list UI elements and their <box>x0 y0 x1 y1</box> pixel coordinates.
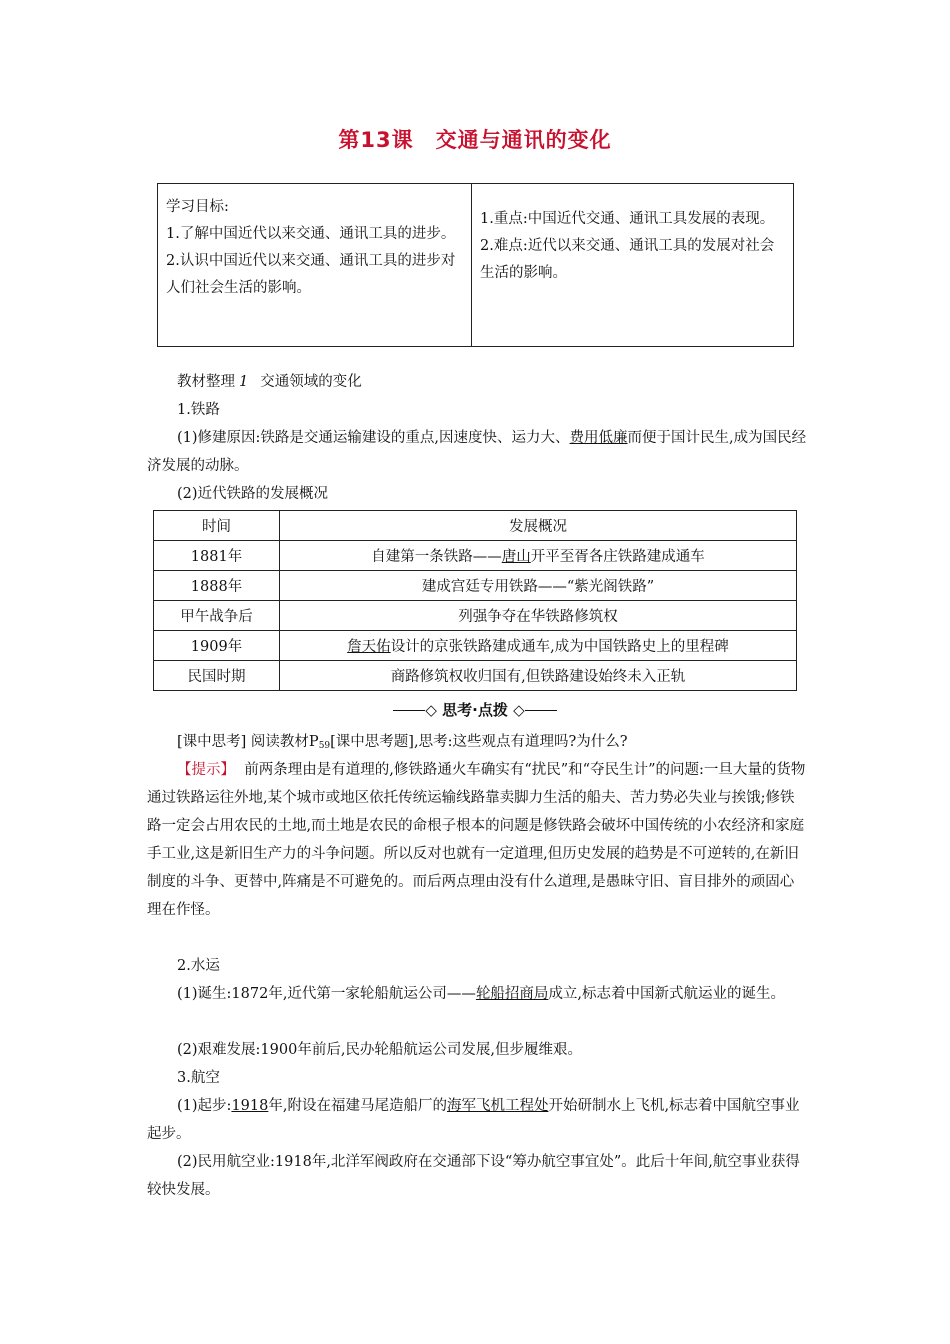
hint-label: 【提示】 <box>177 762 235 778</box>
page-title <box>0 124 950 154</box>
underlined-keyword: 轮船招商局 <box>475 986 549 1002</box>
header-cell: 时间 <box>154 511 280 541</box>
table-row <box>154 661 797 691</box>
key-point-item: 1.重点:中国近代交通、通讯工具发展的表现。 <box>480 211 775 227</box>
hint-text: 前两条理由是有道理的,修铁路通火车确实有“扰民”和“夺民生计”的问题:一旦大量的货物通过铁路运往外地,某个城市或地区依托传统运输线路靠卖脚力生活的船夫、苦力势必失业与挨饿;修铁路一定会占用农民的土地,而土地是农民的命根子根本的问题是修铁路会破坏中国传统的小农经济和家庭手工业,这是新旧生产力的斗争问题。所以反对也就有一定道理,但历史发展的趋势是不可逆转的,在新旧制度的斗争、更替中,阵痛是不可避免的。而后两点理由没有什么道理,是愚昧守旧、盲目排外的顽固心理在作怪。 <box>147 762 806 918</box>
text-span: (1)修建原因:铁路是交通运输建设的重点,因速度快、运力大、 <box>177 430 570 446</box>
section-number: 1 <box>239 374 249 390</box>
text-span: 年,附设在福建马尾造船厂的 <box>268 1098 447 1114</box>
railway-heading: 1.铁路 <box>177 402 220 418</box>
lesson-number: 第13课 <box>338 128 414 152</box>
table-row <box>154 631 797 661</box>
text-span: 自建第一条铁路—— <box>371 549 502 565</box>
divider-label: 思考·点拨 <box>442 701 508 719</box>
railway-table <box>153 510 797 691</box>
objective-item: 2.认识中国近代以来交通、通讯工具的进步对人们社会生活的影响。 <box>166 253 456 296</box>
railway-overview-heading: (2)近代铁路的发展概况 <box>177 486 329 502</box>
text-span: 商路修筑权收归国有,但铁路建设始终未入正轨 <box>390 669 686 685</box>
header-cell: 发展概况 <box>280 511 797 541</box>
text-span: (1)起步: <box>177 1098 232 1114</box>
think-divider <box>0 699 950 720</box>
objective-item: 1.了解中国近代以来交通、通讯工具的进步。 <box>166 226 456 242</box>
text-span: (1)诞生:1872年,近代第一家轮船航运公司—— <box>177 986 476 1002</box>
underlined-keyword: 海军飞机工程处 <box>446 1098 549 1114</box>
underlined-keyword: 唐山 <box>501 549 531 565</box>
time-cell: 甲午战争后 <box>154 601 280 631</box>
text-span: [课中思考] 阅读教材P <box>177 734 319 750</box>
text-span: 而便于国计民生,成为国民经济发展的动脉。 <box>147 430 807 474</box>
water-heading: 2.水运 <box>177 958 220 974</box>
air-civil: (2)民用航空业:1918年,北洋军阀政府在交通部下设“筹办航空事宜处”。此后十年间,航空事业获得较快发展。 <box>147 1154 800 1198</box>
objectives-table <box>157 183 794 347</box>
text-span: 设计的京张铁路建成通车,成为中国铁路史上的里程碑 <box>390 639 729 655</box>
text-span: 建成宫廷专用铁路——“紫光阁铁路” <box>421 579 655 595</box>
table-row <box>154 601 797 631</box>
objectives-left-cell <box>158 184 472 346</box>
water-birth <box>147 980 807 1008</box>
time-cell: 1909年 <box>154 631 280 661</box>
time-cell: 1881年 <box>154 541 280 571</box>
text-span: 列强争夺在华铁路修筑权 <box>458 609 618 625</box>
text-span: 开始研制水上飞机,标志着中国航空事业起步。 <box>147 1098 800 1142</box>
air-start <box>147 1092 807 1148</box>
air-heading: 3.航空 <box>177 1070 220 1086</box>
water-development: (2)艰难发展:1900年前后,民办轮船航运公司发展,但步履维艰。 <box>177 1042 583 1058</box>
page-subscript: 59 <box>318 741 331 751</box>
section-label: 教材整理 <box>177 374 235 390</box>
underlined-keyword: 詹天佑 <box>347 639 391 655</box>
key-point-item: 2.难点:近代以来交通、通讯工具的发展对社会生活的影响。 <box>480 238 775 281</box>
time-cell: 民国时期 <box>154 661 280 691</box>
table-row <box>154 571 797 601</box>
objectives-right-cell <box>472 184 793 346</box>
text-span: [课中思考题],思考:这些观点有道理吗?为什么? <box>330 734 628 750</box>
divider-line <box>525 710 557 711</box>
lesson-topic: 交通与通讯的变化 <box>435 128 612 152</box>
time-cell: 1888年 <box>154 571 280 601</box>
diamond-icon: ◇ <box>513 701 525 719</box>
diamond-icon: ◇ <box>425 701 437 719</box>
overview-cell <box>280 571 797 601</box>
overview-cell <box>280 541 797 571</box>
divider-line <box>393 710 425 711</box>
objectives-heading: 学习目标: <box>166 199 229 215</box>
section-title: 交通领域的变化 <box>260 374 362 390</box>
table-row <box>154 541 797 571</box>
underlined-keyword: 1918 <box>231 1098 269 1114</box>
section-heading <box>177 368 837 396</box>
overview-cell <box>280 631 797 661</box>
overview-cell <box>280 601 797 631</box>
table-header-row <box>154 511 797 541</box>
underlined-keyword: 费用低廉 <box>569 430 628 446</box>
text-span: 开平至胥各庄铁路建成通车 <box>530 549 705 565</box>
think-hint <box>147 756 807 924</box>
railway-reason <box>147 424 807 480</box>
overview-cell <box>280 661 797 691</box>
text-span: 成立,标志着中国新式航运业的诞生。 <box>548 986 786 1002</box>
